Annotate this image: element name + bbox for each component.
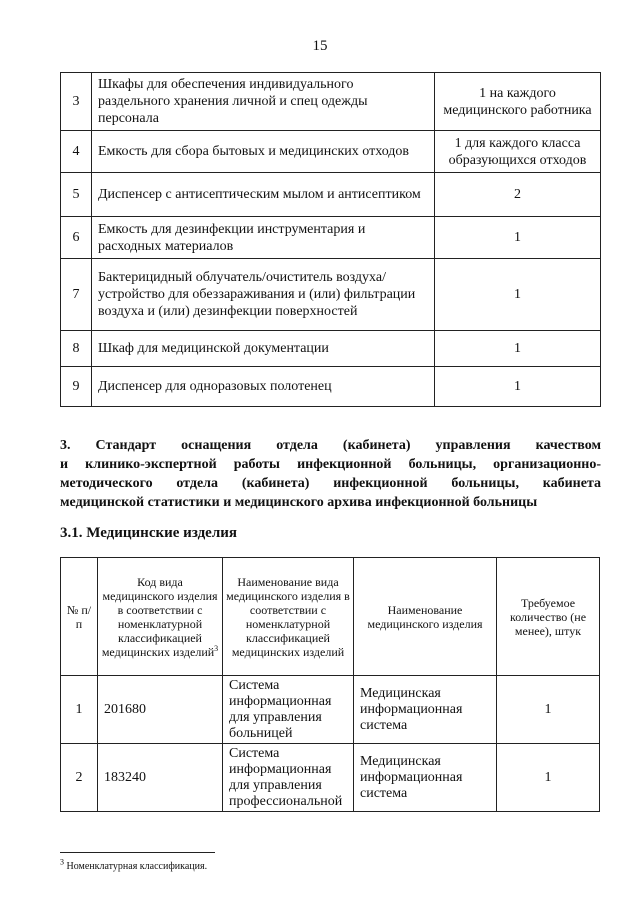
equipment-quantity: 1	[435, 331, 601, 367]
equipment-table	[60, 72, 601, 407]
footnote-marker: 3	[214, 643, 219, 653]
row-number: 5	[61, 173, 92, 217]
header-quantity: Требуемое количество (не менее), штук	[497, 558, 600, 676]
device-type-text: Система информационная для управления профессиональной	[229, 746, 343, 809]
row-number: 8	[61, 331, 92, 367]
table-row	[61, 73, 601, 131]
header-device-name: Наименование медицинского изделия	[354, 558, 497, 676]
table-row	[61, 259, 601, 331]
header-code	[98, 558, 223, 676]
section-heading	[60, 436, 601, 512]
equipment-quantity: 1 на каждого медицинского работника	[435, 73, 601, 131]
page-number: 15	[312, 38, 328, 54]
table-row	[61, 676, 600, 744]
table-row	[61, 217, 601, 259]
equipment-name: Диспенсер для одноразовых полотенец	[92, 367, 435, 407]
header-type-name: Наименование вида медицинского изделия в соответствии с номенклатурной классификацией медицинских изделий	[223, 558, 354, 676]
table-row	[61, 744, 600, 812]
device-type-text: Система информационная для управления больницей	[229, 678, 332, 741]
equipment-name: Шкаф для медицинской документации	[92, 331, 435, 367]
table-row	[61, 131, 601, 173]
device-quantity: 1	[497, 744, 600, 812]
equipment-name: Емкость для сбора бытовых и медицинских отходов	[92, 131, 435, 173]
equipment-quantity: 1 для каждого класса образующихся отходов	[435, 131, 601, 173]
equipment-quantity: 2	[435, 173, 601, 217]
footnote-separator	[60, 852, 215, 853]
medical-devices-table	[60, 557, 600, 812]
header-code-text: Код вида медицинского изделия в соответствии с номенклатурной классификацией медицинских изделий	[101, 574, 218, 659]
equipment-quantity: 1	[435, 217, 601, 259]
table-row	[61, 331, 601, 367]
section-heading-line: 3. Стандарт оснащения отдела (кабинета) управления качеством	[60, 438, 601, 453]
device-code: 183240	[98, 744, 223, 812]
equipment-name: Бактерицидный облучатель/очиститель воздуха/устройство для обеззараживания и (или) фильтрации воздуха и (или) дезинфекции поверхностей	[92, 259, 435, 331]
equipment-name: Шкафы для обеспечения индивидуального раздельного хранения личной и спец одежды персонала	[92, 73, 435, 131]
equipment-name: Емкость для дезинфекции инструментария и расходных материалов	[92, 217, 435, 259]
row-number: 1	[61, 676, 98, 744]
row-number: 2	[61, 744, 98, 812]
row-number: 4	[61, 131, 92, 173]
equipment-quantity: 1	[435, 259, 601, 331]
row-number: 6	[61, 217, 92, 259]
device-type-name	[223, 676, 354, 744]
subsection-heading: 3.1. Медицинские изделия	[60, 525, 237, 541]
device-name: Медицинская информационная система	[354, 744, 497, 812]
equipment-quantity: 1	[435, 367, 601, 407]
device-code: 201680	[98, 676, 223, 744]
table-row	[61, 173, 601, 217]
footnote-text: Номенклатурная классификация.	[66, 861, 208, 872]
table-header-row	[61, 558, 600, 676]
footnote-marker: 3	[60, 857, 64, 867]
row-number: 3	[61, 73, 92, 131]
device-type-name	[223, 744, 354, 812]
footnote	[60, 857, 208, 872]
equipment-name: Диспенсер с антисептическим мылом и антисептиком	[92, 173, 435, 217]
row-number: 9	[61, 367, 92, 407]
section-heading-line: методического отдела (кабинета) инфекционной больницы, кабинета	[60, 476, 601, 491]
device-quantity: 1	[497, 676, 600, 744]
section-heading-line: и клинико-экспертной работы инфекционной больницы, организационно-	[60, 457, 601, 472]
table-row	[61, 367, 601, 407]
row-number: 7	[61, 259, 92, 331]
device-name: Медицинская информационная система	[354, 676, 497, 744]
section-heading-line: медицинской статистики и медицинского архива инфекционной больницы	[60, 495, 538, 510]
header-number: № п/п	[61, 558, 98, 676]
